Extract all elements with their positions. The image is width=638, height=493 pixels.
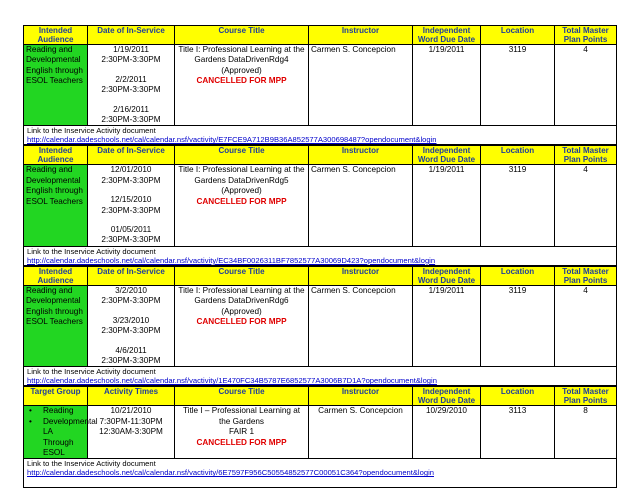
- header-location: Location: [481, 266, 555, 285]
- header-title: Course Title: [175, 26, 309, 45]
- date: 10/21/2010: [110, 406, 152, 416]
- instructor-cell: Carmen S. Concepcion: [309, 285, 413, 366]
- activity-table-2: [23, 145, 617, 265]
- header-due: Independent Word Due Date: [413, 266, 481, 285]
- time: 2:30PM-3:30PM: [101, 175, 161, 185]
- data-row: [24, 45, 617, 126]
- header-target: Target Group: [24, 387, 88, 406]
- audience-cell: Reading and Developmental English through ESOL Teachers: [24, 45, 88, 126]
- header-points: Total Master Plan Points: [555, 266, 617, 285]
- cancel-status: CANCELLED FOR MPP: [196, 196, 287, 206]
- fair-text: FAIR 1: [228, 427, 255, 437]
- link-row: [24, 246, 617, 265]
- link-cell: [24, 367, 617, 386]
- time: 12:30AM-3:30PM: [99, 427, 163, 437]
- activity-table-3: [23, 266, 617, 386]
- cancel-status: CANCELLED FOR MPP: [196, 317, 287, 327]
- times-cell: [88, 406, 175, 459]
- target-cell: [24, 406, 98, 459]
- header-row: [24, 26, 617, 45]
- date-pair: [90, 75, 172, 96]
- approved-text: (Approved): [221, 65, 262, 75]
- date-pair: [90, 165, 172, 186]
- activity-link[interactable]: http://calendar.dadeschools.net/cal/calendar.nsf/vactivity/6E7597F956C50554852577C00051C364?opendocument&login: [27, 468, 434, 478]
- header-date: Date of In-Service: [88, 266, 175, 285]
- date-pair: [90, 316, 172, 337]
- location-cell: 3113: [481, 406, 555, 459]
- time: 2:30PM-3:30PM: [101, 296, 161, 306]
- dates-cell: [88, 285, 175, 366]
- link-label: Link to the Inservice Activity document: [27, 246, 156, 256]
- cancel-status: CANCELLED FOR MPP: [196, 76, 287, 86]
- date: 3/23/2010: [112, 315, 150, 325]
- schedule-page: [23, 25, 616, 488]
- list-item: [35, 448, 85, 458]
- target-text: Developmental: [43, 416, 98, 426]
- time: 7:30PM-11:30PM: [99, 416, 163, 426]
- header-points: Total Master Plan Points: [555, 146, 617, 165]
- time: 2:30PM-3:30PM: [101, 235, 161, 245]
- header-row: [24, 387, 617, 406]
- data-row: [24, 285, 617, 366]
- date-pair: [90, 225, 172, 246]
- header-date: Date of In-Service: [88, 146, 175, 165]
- course-title: Title I: Professional Learning at the Gardens DataDrivenRdg5: [178, 165, 305, 185]
- link-label: Link to the Inservice Activity document: [27, 126, 156, 136]
- link-cell: [24, 246, 617, 265]
- points-cell: 8: [555, 406, 617, 459]
- link-row: [24, 126, 617, 145]
- date: 2/2/2011: [115, 74, 147, 84]
- link-cell: [24, 459, 617, 488]
- title-cell: [175, 406, 309, 459]
- header-date: Date of In-Service: [88, 26, 175, 45]
- activity-table-4: [23, 386, 617, 488]
- course-title: Title I – Professional Learning at the Gardens: [182, 406, 301, 426]
- header-due: Independent Word Due Date: [413, 146, 481, 165]
- points-cell: 4: [555, 45, 617, 126]
- activity-table-1: [23, 25, 617, 145]
- due-cell: 1/19/2011: [413, 165, 481, 246]
- date: 2/16/2011: [113, 104, 149, 114]
- time: 2:30PM-3:30PM: [101, 205, 161, 215]
- location-cell: 3119: [481, 285, 555, 366]
- target-text: ESOL: [43, 447, 65, 457]
- date: 12/15/2010: [110, 195, 152, 205]
- location-cell: 3119: [481, 165, 555, 246]
- date: 3/2/2010: [115, 285, 147, 295]
- header-due: Independent Word Due Date: [413, 26, 481, 45]
- approved-text: (Approved): [221, 306, 262, 316]
- time: 2:30PM-3:30PM: [101, 55, 161, 65]
- target-list: [26, 406, 98, 458]
- header-instructor: Instructor: [309, 26, 413, 45]
- date-pair: [90, 45, 172, 66]
- date-pair: [90, 346, 172, 367]
- header-row: [24, 266, 617, 285]
- header-instructor: Instructor: [309, 387, 413, 406]
- bullet-icon: •: [29, 416, 32, 426]
- time: 2:30PM-3:30PM: [101, 85, 161, 95]
- header-title: Course Title: [175, 387, 309, 406]
- points-cell: 4: [555, 285, 617, 366]
- cancel-status: CANCELLED FOR MPP: [196, 437, 287, 447]
- dates-cell: [88, 165, 175, 246]
- date: 12/01/2010: [110, 165, 152, 175]
- header-audience: Intended Audience: [24, 266, 88, 285]
- header-points: Total Master Plan Points: [555, 387, 617, 406]
- header-audience: Intended Audience: [24, 26, 88, 45]
- header-location: Location: [481, 387, 555, 406]
- header-title: Course Title: [175, 266, 309, 285]
- date-pair: [90, 286, 172, 307]
- list-item: [29, 416, 98, 427]
- target-text: LA Through: [43, 427, 74, 447]
- title-cell: [175, 45, 309, 126]
- dates-cell: [88, 45, 175, 126]
- course-title: Title I: Professional Learning at the Gardens DataDrivenRdg4: [178, 45, 305, 65]
- points-cell: 4: [555, 165, 617, 246]
- title-cell: [175, 285, 309, 366]
- date: 01/05/2011: [110, 225, 152, 235]
- date-pair: [90, 195, 172, 216]
- link-cell: [24, 126, 617, 145]
- header-instructor: Instructor: [309, 146, 413, 165]
- approved-text: (Approved): [221, 186, 262, 196]
- header-location: Location: [481, 26, 555, 45]
- date: 1/19/2011: [113, 45, 149, 54]
- list-item: [35, 427, 85, 448]
- header-location: Location: [481, 146, 555, 165]
- date-pair: [90, 105, 172, 126]
- bullet-icon: •: [29, 406, 32, 416]
- time: 2:30PM-3:30PM: [101, 115, 161, 125]
- course-title: Title I: Professional Learning at the Gardens DataDrivenRdg6: [178, 285, 305, 306]
- time: 2:30PM-3:30PM: [101, 326, 161, 336]
- link-label: Link to the Inservice Activity document: [27, 367, 156, 377]
- instructor-cell: Carmen S. Concepcion: [309, 45, 413, 126]
- due-cell: 1/19/2011: [413, 285, 481, 366]
- audience-cell: Reading and Developmental English through ESOL Teachers: [24, 165, 88, 246]
- header-audience: Intended Audience: [24, 146, 88, 165]
- target-text: Reading: [43, 406, 74, 416]
- data-row: [24, 165, 617, 246]
- due-cell: 1/19/2011: [413, 45, 481, 126]
- data-row: [24, 406, 617, 459]
- link-row: [24, 367, 617, 386]
- header-row: [24, 146, 617, 165]
- activity-link[interactable]: http://calendar.dadeschools.net/cal/calendar.nsf/vactivity/E7FCE9A712B9B36A852577A300698487?opendocument&login: [27, 135, 437, 145]
- activity-link[interactable]: http://calendar.dadeschools.net/cal/calendar.nsf/vactivity/1E470FC34B5787E6852577A3006B7D1A?opendocument&login: [27, 376, 437, 386]
- header-instructor: Instructor: [309, 266, 413, 285]
- activity-link[interactable]: http://calendar.dadeschools.net/cal/calendar.nsf/vactivity/EC34BF0026311BF7852577A30069D423?opendocument&login: [27, 255, 436, 265]
- header-points: Total Master Plan Points: [555, 26, 617, 45]
- time: 2:30PM-3:30PM: [101, 355, 161, 365]
- due-cell: 10/29/2010: [413, 406, 481, 459]
- audience-cell: Reading and Developmental English through ESOL Teachers: [24, 285, 88, 366]
- header-due: Independent Word Due Date: [413, 387, 481, 406]
- header-times: Activity Times: [88, 387, 175, 406]
- location-cell: 3119: [481, 45, 555, 126]
- instructor-cell: Carmen S. Concepcion: [309, 165, 413, 246]
- spacer: [27, 477, 613, 487]
- link-row: [24, 459, 617, 488]
- title-cell: [175, 165, 309, 246]
- header-title: Course Title: [175, 146, 309, 165]
- instructor-cell: Carmen S. Concepcion: [309, 406, 413, 459]
- link-label: Link to the Inservice Activity document: [27, 459, 156, 469]
- list-item: [29, 406, 85, 416]
- date: 4/6/2011: [115, 345, 147, 355]
